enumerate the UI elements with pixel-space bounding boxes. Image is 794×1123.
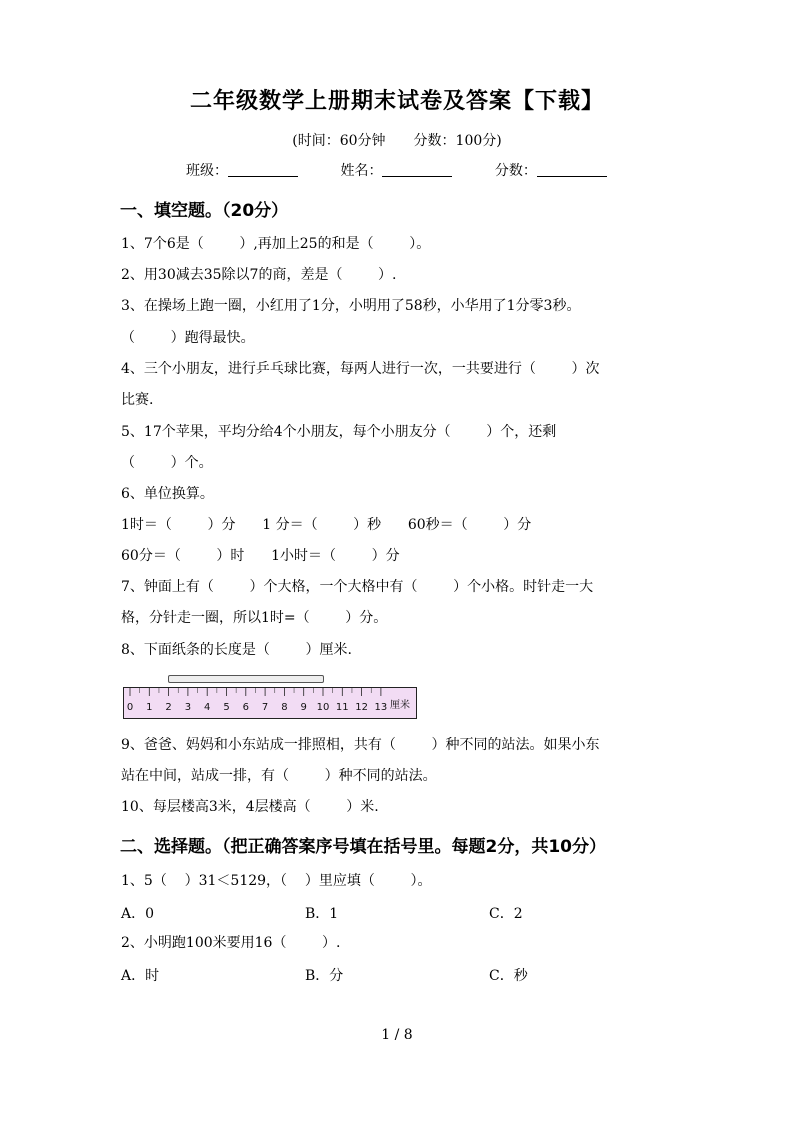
question-line: 2、小明跑100米要用16（ ）.: [121, 935, 341, 951]
question-line: 9、爸爸、妈妈和小东站成一排照相，共有（ ）种不同的站法。如果小东: [121, 737, 600, 753]
name-label: 姓名：: [340, 163, 383, 179]
option-b: B．1: [305, 906, 339, 922]
class-blank: [228, 162, 298, 177]
question-line: （ ）个。: [121, 455, 213, 471]
question-line: 10、每层楼高3米，4层楼高（ ）米.: [121, 799, 379, 815]
score-total-label: 分数：100分): [413, 133, 502, 149]
ruler-number: 2: [165, 702, 172, 713]
paper-strip: [168, 675, 324, 683]
question-line: 8、下面纸条的长度是（ ）厘米.: [121, 642, 352, 658]
question-line: 站在中间，站成一排，有（ ）种不同的站法。: [121, 768, 437, 784]
page-title: 二年级数学上册期末试卷及答案【下载】: [189, 89, 604, 114]
ruler-unit: 厘米: [390, 700, 410, 711]
time-label: (时间：60分钟: [292, 133, 386, 149]
ruler-number: 1: [146, 702, 153, 713]
ruler-number: 11: [335, 702, 349, 713]
subtitle: [0, 130, 794, 150]
ruler-number: 13: [374, 702, 388, 713]
score-label: 分数：: [494, 163, 537, 179]
question-line: 60分＝（ ）时 1小时＝（ ）分: [121, 548, 400, 564]
ruler-number: 3: [184, 702, 192, 713]
section-heading-fill: 一、填空题。（20分）: [120, 201, 289, 221]
ruler-number: 7: [261, 702, 269, 713]
ruler-number: 9: [300, 702, 307, 713]
ruler-number: 4: [204, 702, 211, 713]
ruler-number: 12: [355, 702, 368, 713]
class-label: 班级：: [186, 163, 228, 179]
question-line: 1时＝（ ）分 1 分＝（ ）秒 60秒＝（ ）分: [121, 517, 532, 533]
score-blank: [537, 162, 607, 177]
ruler-number: 6: [242, 702, 249, 713]
question-line: （ ）跑得最快。: [121, 330, 255, 346]
question-line: 3、在操场上跑一圈，小红用了1分，小明用了58秒，小华用了1分零3秒。: [121, 298, 581, 314]
question-line: 1、5（ ）31＜5129，（ ）里应填（ ）。: [121, 873, 432, 889]
ruler-figure: [121, 673, 421, 721]
option-a: A．时: [121, 968, 160, 984]
question-line: 2、用30减去35除以7的商，差是（ ）.: [121, 267, 397, 283]
question-line: 7、钟面上有（ ）个大格，一个大格中有（ ）个小格。时针走一大: [121, 579, 594, 595]
question-line: 比赛.: [121, 392, 154, 408]
ruler-number: 10: [316, 702, 330, 713]
option-c: C．2: [489, 906, 523, 922]
student-info: [186, 160, 607, 180]
option-b: B．分: [305, 968, 344, 984]
question-line: 格，分针走一圈，所以1时=（ ）分。: [121, 610, 388, 626]
ruler: [123, 687, 417, 719]
question-line: 1、7个6是（ ）,再加上25的和是（ ）。: [121, 236, 431, 252]
question-line: 4、三个小朋友，进行乒乓球比赛，每两人进行一次，一共要进行（ ）次: [121, 361, 600, 377]
page-number: 1 / 8: [381, 1027, 413, 1043]
question-line: 6、单位换算。: [121, 486, 214, 502]
question-line: 5、17个苹果，平均分给4个小朋友，每个小朋友分（ ）个，还剩: [121, 424, 557, 440]
ruler-number: 0: [126, 702, 134, 713]
ruler-scale: [124, 688, 416, 718]
option-c: C．秒: [489, 968, 528, 984]
ruler-number: 8: [281, 702, 288, 713]
ruler-number: 5: [223, 702, 230, 713]
name-blank: [382, 162, 452, 177]
section-heading-choice: 二、选择题。（把正确答案序号填在括号里。每题2分，共10分）: [120, 837, 606, 857]
option-a: A．0: [121, 906, 155, 922]
